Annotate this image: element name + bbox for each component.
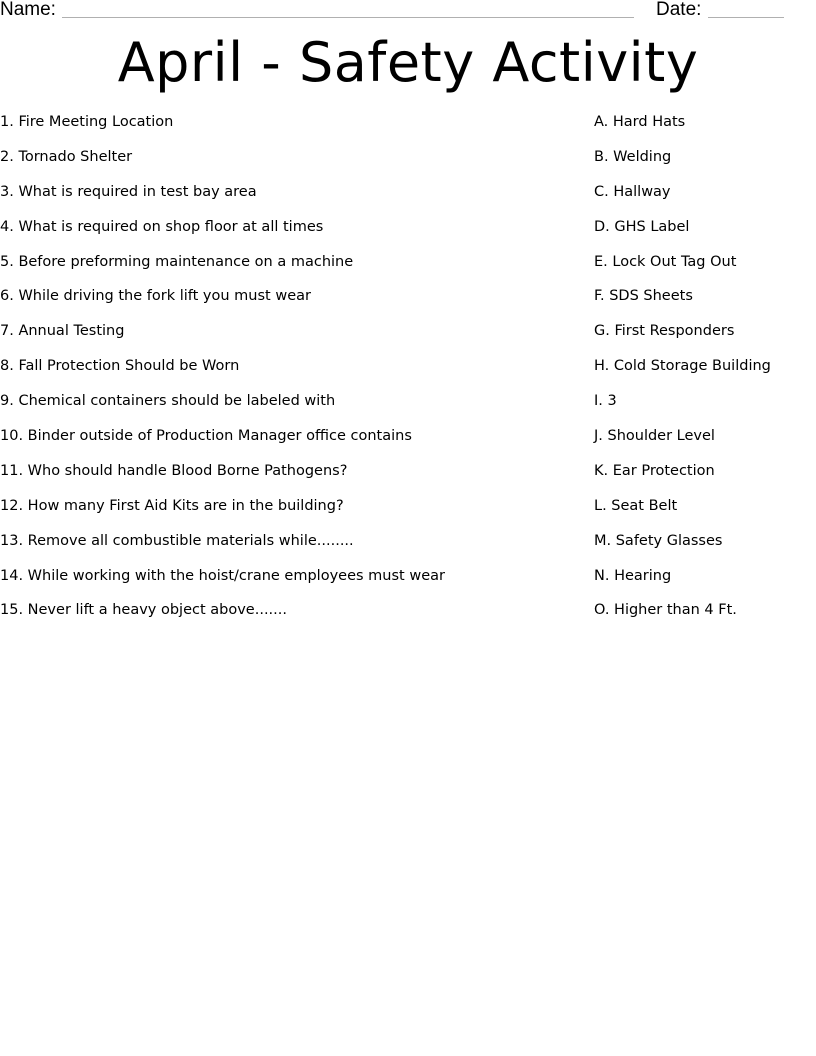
clue-item: 7. Annual Testing [0, 323, 125, 340]
clue-item: 8. Fall Protection Should be Worn [0, 358, 240, 375]
clue-item: 11. Who should handle Blood Borne Pathogens? [0, 462, 348, 479]
answer-item: L. Seat Belt [594, 497, 678, 514]
answer-item: F. SDS Sheets [594, 288, 693, 305]
clue-item: 3. What is required in test bay area [0, 183, 257, 200]
answer-item: O. Higher than 4 Ft. [594, 602, 737, 619]
answer-item: D. GHS Label [594, 218, 690, 235]
answer-item: E. Lock Out Tag Out [594, 253, 737, 270]
page-title: April - Safety Activity [117, 31, 699, 94]
clue-item: 15. Never lift a heavy object above....... [0, 602, 287, 619]
answer-list [594, 112, 816, 635]
answer-item: I. 3 [594, 393, 617, 410]
answer-item: B. Welding [594, 148, 672, 165]
clue-item: 13. Remove all combustible materials while........ [0, 532, 354, 549]
date-label: Date: [656, 0, 702, 20]
date-field-line [708, 17, 784, 18]
clue-item: 10. Binder outside of Production Manager office contains [0, 428, 412, 445]
name-field-line [62, 17, 634, 18]
answer-item: G. First Responders [594, 323, 735, 340]
clue-list [0, 112, 580, 635]
header-row [0, 0, 816, 22]
clue-item: 4. What is required on shop floor at all times [0, 218, 324, 235]
answer-item: M. Safety Glasses [594, 532, 723, 549]
clue-item: 1. Fire Meeting Location [0, 114, 174, 130]
name-label: Name: [0, 0, 56, 20]
answer-item: C. Hallway [594, 183, 671, 200]
clue-item: 9. Chemical containers should be labeled with [0, 393, 336, 410]
clue-item: 2. Tornado Shelter [0, 148, 133, 165]
answer-item: A. Hard Hats [594, 114, 686, 130]
answer-item: K. Ear Protection [594, 462, 715, 479]
clue-item: 6. While driving the fork lift you must wear [0, 288, 311, 305]
clue-item: 12. How many First Aid Kits are in the building? [0, 497, 344, 514]
answer-item: J. Shoulder Level [594, 428, 715, 445]
answer-item: N. Hearing [594, 567, 672, 584]
clue-item: 5. Before preforming maintenance on a machine [0, 253, 354, 270]
clue-item: 14. While working with the hoist/crane employees must wear [0, 567, 445, 584]
answer-item: H. Cold Storage Building [594, 358, 771, 375]
